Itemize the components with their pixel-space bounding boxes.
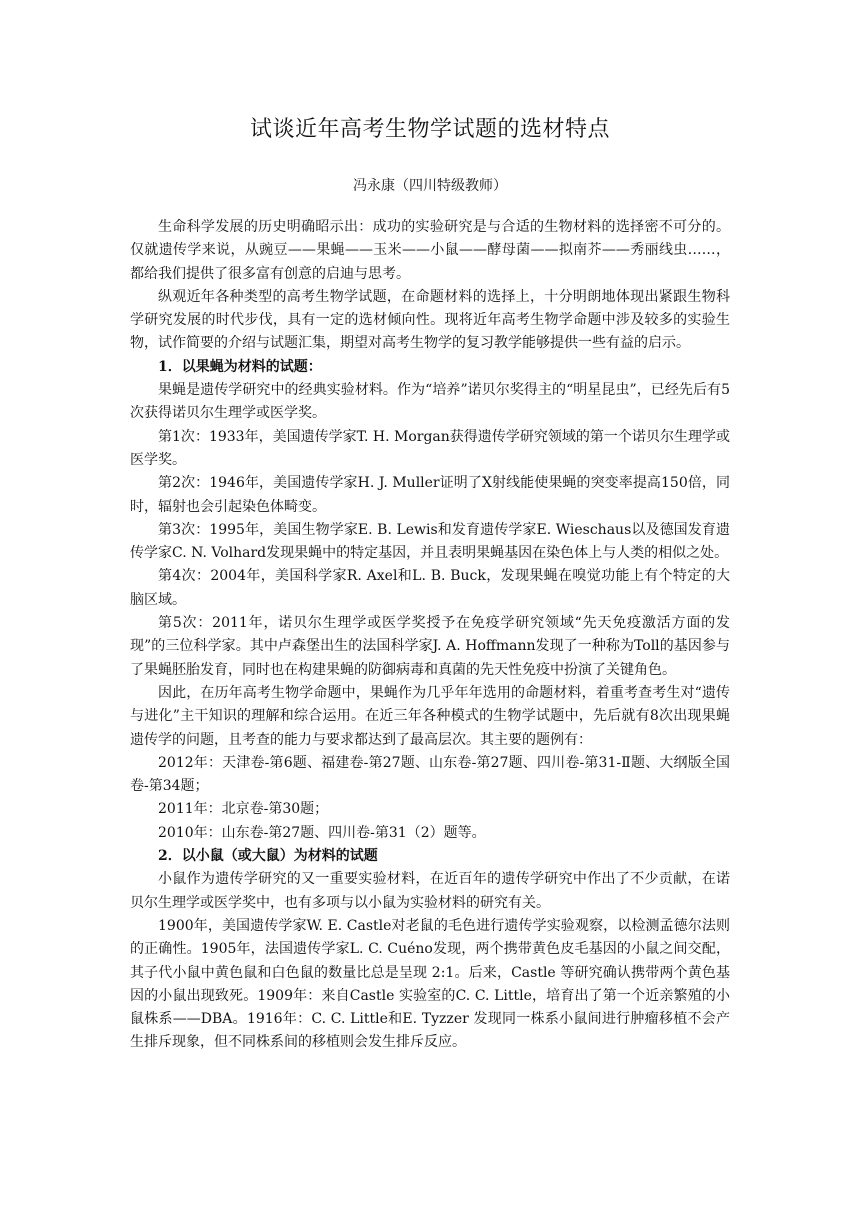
paragraph-overview: 纵观近年各种类型的高考生物学试题，在命题材料的选择上，十分明朗地体现出紧跟生物科学研究发展的时代步伐，具有一定的选材倾向性。现将近年高考生物学命题中涉及较多的实验生物，试作简要的介绍与试题汇集，期望对高考生物学的复习教学能够提供一些有益的启示。: [130, 288, 730, 352]
section-heading-1: 1．以果蝇为材料的试题：: [158, 358, 322, 375]
document-title: 试谈近年高考生物学试题的选材特点: [249, 117, 610, 142]
paragraph: 因此，在历年高考生物学命题中，果蝇作为几乎年年选用的命题材料，着重考查考生对“遗传与进化”主干知识的理解和综合运用。在近三年各种模式的生物学试题中，先后就有8次出现果蝇遗传学的问题，且考查的能力与要求都达到了最高层次。其主要的题例有：: [130, 684, 730, 748]
paragraph: 1900年，美国遗传学家W. E. Castle对老鼠的毛色进行遗传学实验观察，以检测孟德尔法则的正确性。1905年，法国遗传学家L. C. Cuéno发现，两个携带黄色皮毛基因的小鼠之间交配，其子代小鼠中黄色鼠和白色鼠的数量比总是呈现 2:1。后来，Castle 等研究确认携带两个黄色基因的小鼠出现致死。1909年：来自Castle 实验室的C. C. Little，培育出了第一个近亲繁殖的小鼠株系——DBA。1916年：C. C. Little和E. Tyzzer 发现同一株系小鼠间进行肿瘤移植不会产生排斥现象，但不同株系间的移植则会发生排斥反应。: [130, 917, 730, 1051]
paragraph: 果蝇是遗传学研究中的经典实验材料。作为“培养”诺贝尔奖得主的“明星昆虫”，已经先后有5次获得诺贝尔生理学或医学奖。: [130, 382, 730, 422]
paragraph-intro: 生命科学发展的历史明确昭示出：成功的实验研究是与合适的生物材料的选择密不可分的。仅就遗传学来说，从豌豆——果蝇——玉米——小鼠——酵母菌——拟南芥——秀丽线虫……，都给我们提供了很多富有创意的启迪与思考。: [130, 219, 730, 282]
paragraph: 第5次：2011年，诺贝尔生理学或医学奖授予在免疫学研究领域“先天免疫激活方面的发现”的三位科学家。其中卢森堡出生的法国科学家J. A. Hoffmann发现了一种称为Toll的基因参与了果蝇胚胎发育，同时也在构建果蝇的防御病毒和真菌的先天性免疫中扮演了关键角色。: [130, 615, 730, 678]
paragraph: 第2次：1946年，美国遗传学家H. J. Muller证明了X射线能使果蝇的突变率提高150倍，同时，辐射也会引起染色体畸变。: [130, 475, 730, 515]
author-line: 冯永康（四川特级教师）: [353, 178, 507, 194]
paragraph: 2011年：北京卷-第30题；: [158, 801, 329, 818]
paragraph: 2012年：天津卷-第6题、福建卷-第27题、山东卷-第27题、四川卷-第31-Ⅱ题、大纲版全国卷-第34题；: [130, 754, 730, 795]
paragraph: 小鼠作为遗传学研究的又一重要实验材料，在近百年的遗传学研究中作出了不少贡献，在诺贝尔生理学或医学奖中，也有多项与以小鼠为实验材料的研究有关。: [130, 871, 730, 911]
section-heading-2: 2．以小鼠（或大鼠）为材料的试题: [158, 848, 378, 865]
paragraph: 第3次：1995年，美国生物学家E. B. Lewis和发育遗传学家E. Wieschaus以及德国发育遗传学家C. N. Volhard发现果蝇中的特定基因，并且表明果蝇基因在染色体上与人类的相似之处。: [130, 521, 730, 562]
document-body: [130, 216, 730, 1055]
paragraph: 第4次：2004年，美国科学家R. Axel和L. B. Buck，发现果蝇在嗅觉功能上有个特定的大脑区域。: [130, 568, 730, 608]
paragraph: 第1次：1933年，美国遗传学家T. H. Morgan获得遗传学研究领域的第一个诺贝尔生理学或医学奖。: [130, 428, 730, 468]
paragraph: 2010年：山东卷-第27题、四川卷-第31（2）题等。: [158, 824, 486, 841]
